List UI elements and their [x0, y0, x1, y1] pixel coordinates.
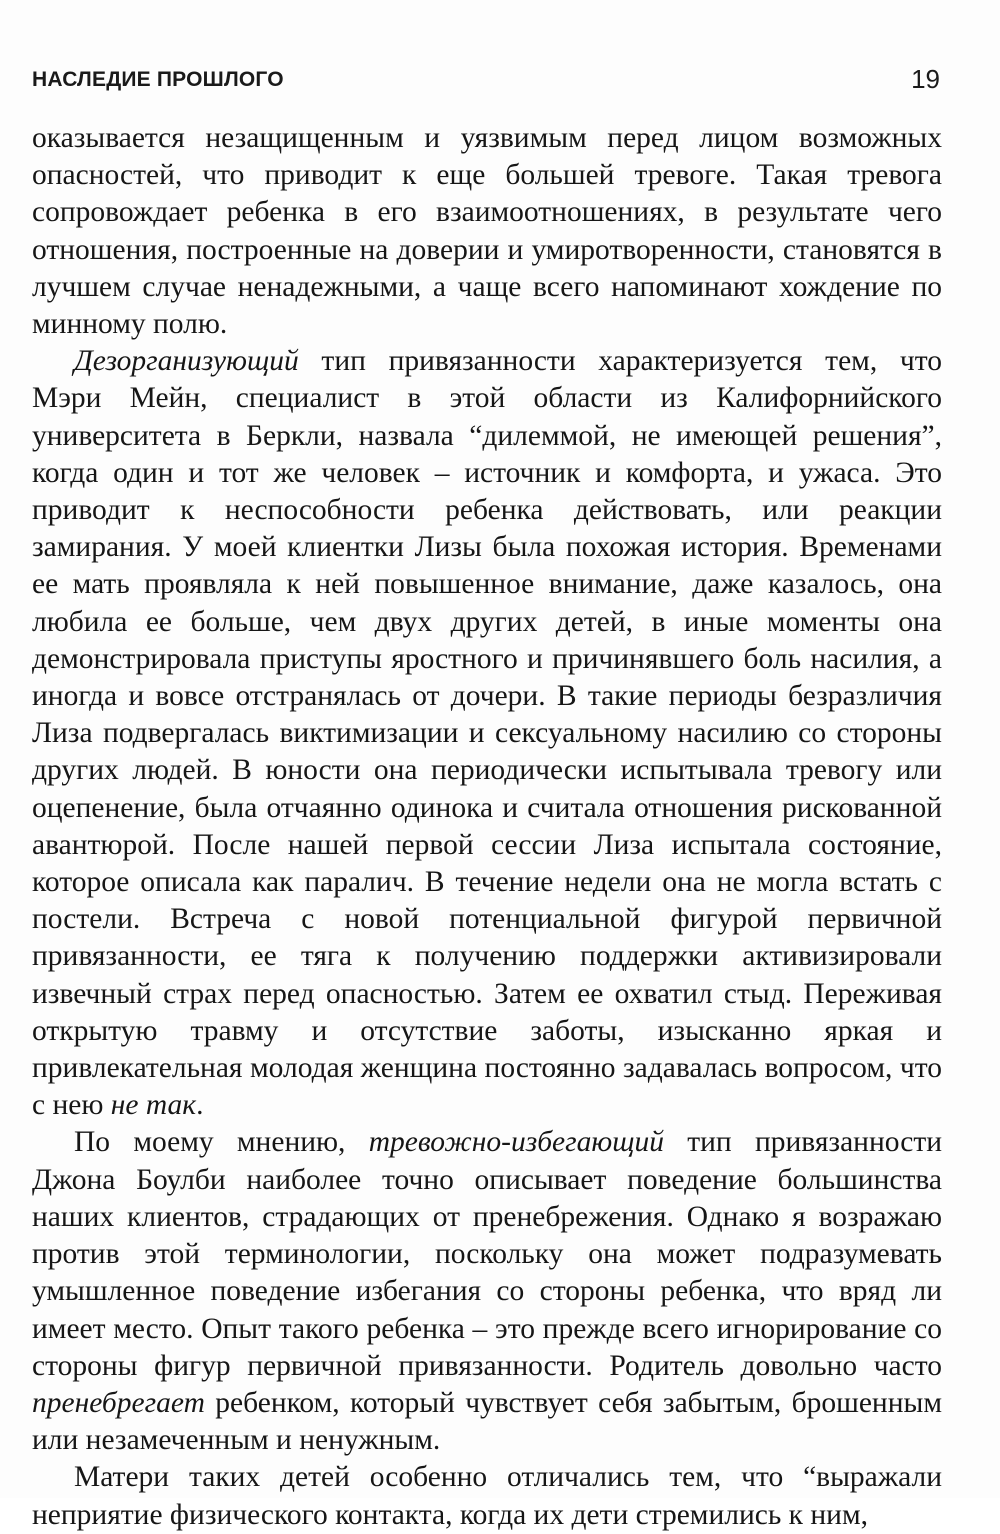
emphasis-term: тревожно-избегающий	[368, 1126, 664, 1159]
body-text	[32, 120, 942, 1534]
emphasis-term: Дезорганизующий	[74, 345, 299, 378]
paragraph-text: ребенком, который чувствует себя забытым, брошенным или незамеченным и ненужным.	[32, 1386, 942, 1457]
page-number: 19	[911, 64, 940, 94]
paragraph-text: Матери таких детей особенно отличались тем, что “выражали неприятие физического контакта, когда их дети стремились к ним,	[32, 1461, 942, 1531]
paragraph-text: тип привязанности характеризуется тем, что Мэри Мейн, специалист в этой области из Калифорнийского университета в Беркли, назвала “дилеммой, не имеющей решения”, когда один и тот же человек – источник и комфорта, и ужаса. Это приводит к неспособности ребенка действовать, или реакции замирания. У моей клиентки Лизы была похожая история. Временами ее мать проявляла к ней повышенное внимание, даже казалось, она любила ее больше, чем двух других детей, в иные моменты она демонстрировала приступы яростного и причинявшего боль насилия, а иногда и вовсе отстранялась от дочери. В такие периоды безразличия Лиза подвергалась виктимизации и сексуальному насилию со стороны других людей. В юности она периодически испытывала тревогу или оцепенение, была отчаянно одинока и считала отношения рискованной авантюрой. После нашей первой сессии Лиза испытала состояние, которое описала как паралич. В течение недели она не могла встать с постели. Встреча с новой потенциальной фигурой первичной привязанности, ее тяга к получению поддержки активизировали извечный страх перед опасностью. Затем ее охватил стыд. Переживая открытую травму и отсутствие заботы, изысканно яркая и привлекательная молодая женщина постоянно задавалась вопросом, что с нею	[32, 345, 942, 1122]
paragraph-text: тип привязанности Джона Боулби наиболее точно описывает поведение большинства наших клиентов, страдающих от пренебрежения. Однако я возражаю против этой терминологии, поскольку она может подразумевать умышленное поведение избегания со стороны ребенка, что вряд ли имеет место. Опыт такого ребенка – это прежде всего игнорирование со стороны фигур первичной привязанности. Родитель довольно часто	[32, 1126, 942, 1382]
paragraph-text: По моему мнению,	[74, 1126, 369, 1159]
paragraph-text: оказывается незащищенным и уязвимым перед лицом возможных опасностей, что приводит к еще большей тревоге. Такая тревога сопровождает ребенка в его взаимоотношениях, в результате чего отношения, построенные на доверии и умиротворенности, становятся в лучшем случае ненадежными, а чаще всего напоминают хождение по минному полю.	[32, 122, 942, 341]
running-head-title: НАСЛЕДИЕ ПРОШЛОГО	[32, 68, 284, 91]
emphasis-term: пренебрегает	[32, 1386, 205, 1419]
paragraph	[32, 343, 942, 1124]
emphasis-term: не так	[110, 1089, 197, 1122]
paragraph	[32, 120, 942, 343]
paragraph	[32, 1124, 942, 1459]
paragraph	[32, 1459, 942, 1533]
paragraph-text: .	[196, 1089, 204, 1122]
